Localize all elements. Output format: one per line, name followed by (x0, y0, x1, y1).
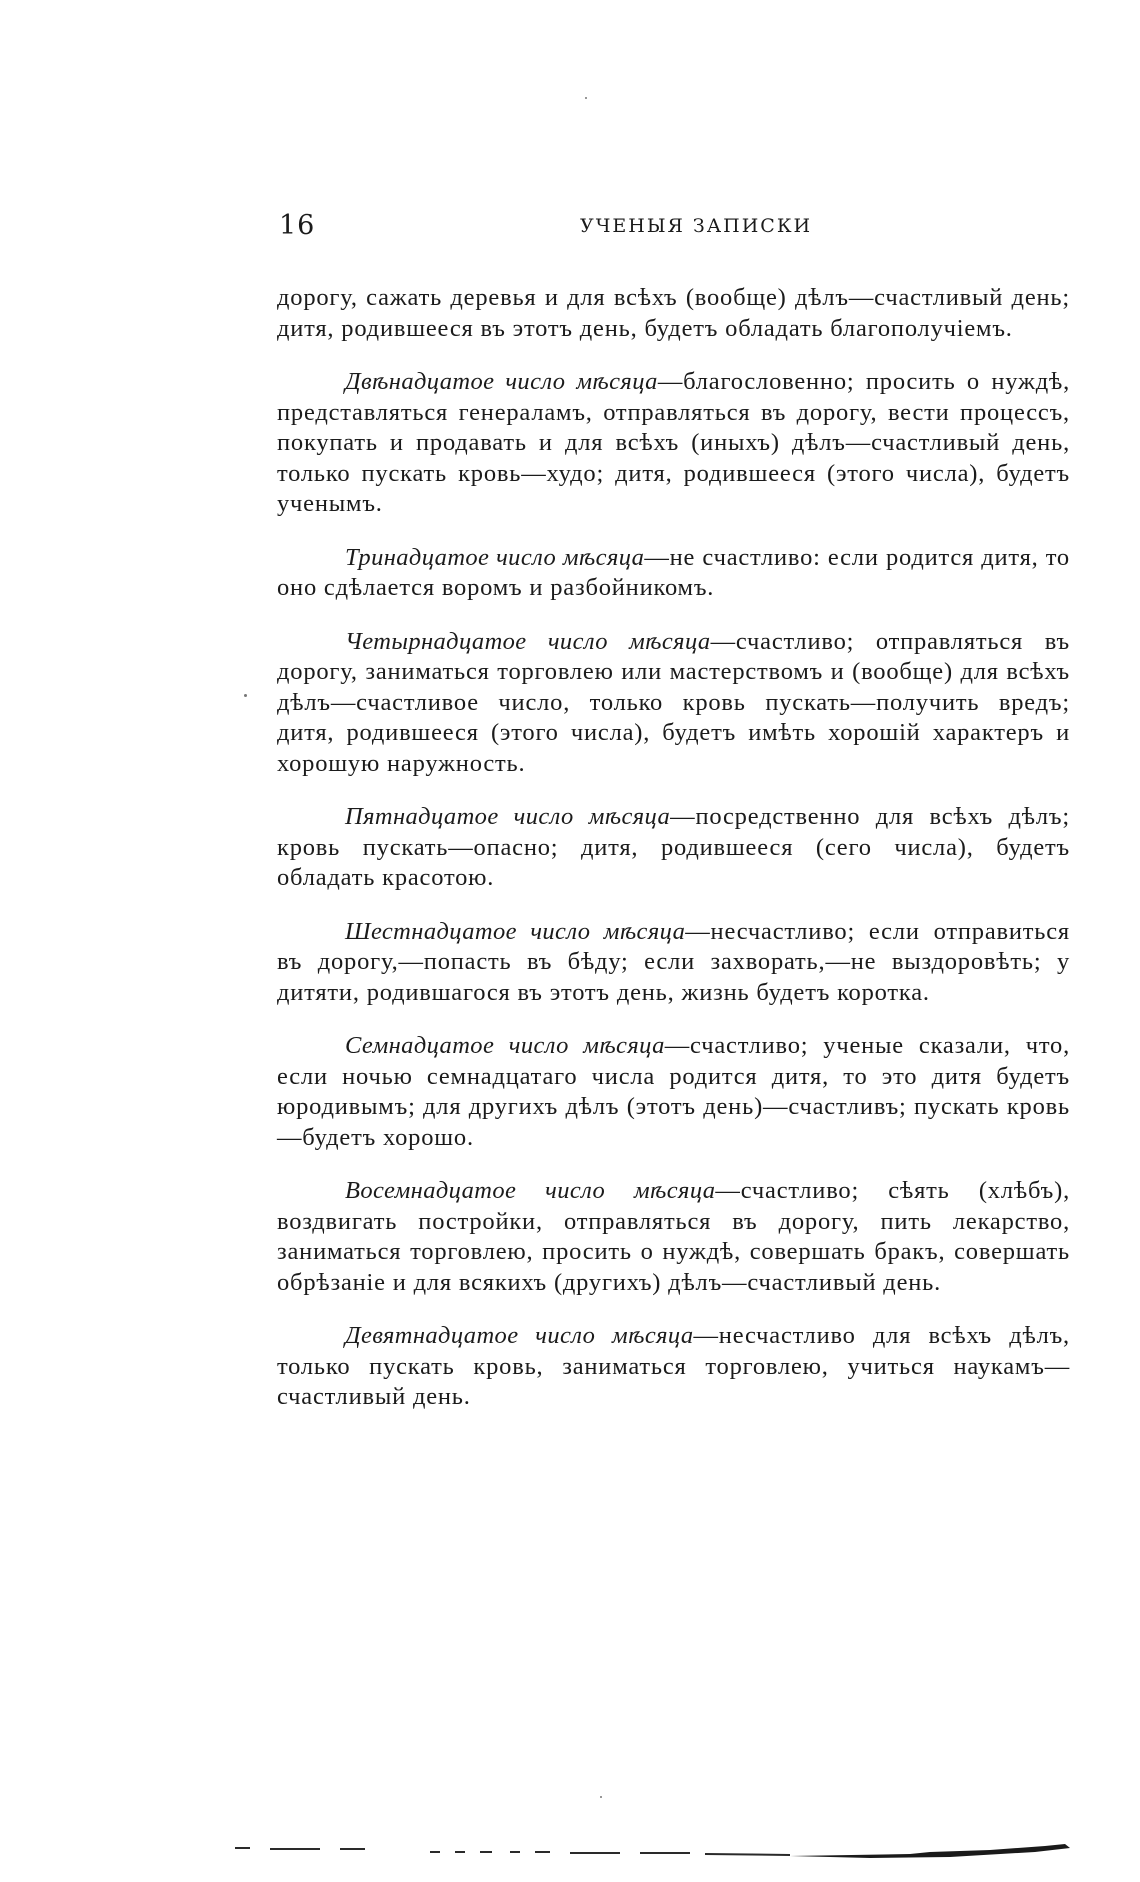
paragraph-day-17 (277, 1031, 1070, 1153)
paragraph-lead: Шестнадцатое число мѣсяца (345, 917, 686, 945)
paragraph-continued (277, 283, 1070, 344)
paragraph-text: —счастливо; ученые сказали, что, если ночью семнадцатаго числа родится дитя, то это дитя будетъ юродивымъ; для другихъ дѣлъ (этотъ день)—счастливъ; пускать кровь—будетъ хорошо. (277, 1032, 1070, 1151)
paragraph-day-15 (277, 802, 1070, 894)
body-text (277, 283, 1070, 1436)
paragraph-day-18 (277, 1176, 1070, 1298)
paragraph-lead: Четырнадцатое число мѣсяца (345, 627, 711, 655)
paragraph-text: —благословенно; просить о нуждѣ, представляться генераламъ, отправляться въ дорогу, вести процессъ, покупать и продавать и для всѣхъ (иныхъ) дѣлъ—счастливый день, только пускать кровь—худо; дитя, родившееся (этого числа), будетъ ученымъ. (277, 368, 1070, 517)
paper-speck (585, 97, 587, 99)
paper-speck (600, 1796, 602, 1798)
paragraph-text: —счастливо; отправляться въ дорогу, заниматься торговлею или мастерствомъ и (вообще) для всѣхъ дѣлъ—счастливое число, только кровь пускать—получить вредъ; дитя, родившееся (этого числа), будетъ имѣть хорошій характеръ и хорошую наружность. (277, 627, 1070, 777)
paragraph-day-19 (277, 1321, 1070, 1413)
running-head: УЧЕНЫЯ ЗАПИСКИ (580, 215, 813, 237)
paragraph-text: —не счастливо: если родится дитя, то оно сдѣлается воромъ и разбойникомъ. (277, 543, 1070, 601)
paragraph-day-12 (277, 367, 1070, 520)
paper-speck (244, 694, 247, 697)
paragraph-lead: Пятнадцатое число мѣсяца (345, 803, 671, 830)
paragraph-day-14 (277, 627, 1070, 780)
paragraph-lead: Восемнадцатое число мѣсяца (345, 1177, 716, 1204)
paragraph-day-16 (277, 917, 1070, 1009)
paragraph-text: —несчастливо для всѣхъ дѣлъ, только пускать кровь, заниматься торговлею, учиться наукамъ—счастливый день. (277, 1322, 1070, 1410)
paragraph-lead: Двѣнадцатое число мѣсяца (345, 368, 658, 395)
scan-edge-smudge (230, 1838, 1130, 1868)
paragraph-lead: Девятнадцатое число мѣсяца (345, 1322, 694, 1349)
paragraph-lead: Семнадцатое число мѣсяца (345, 1032, 665, 1059)
paragraph-text: —счастливо; сѣять (хлѣбъ), воздвигать постройки, отправляться въ дорогу, пить лекарство, заниматься торговлею, просить о нуждѣ, совершать бракъ, совершать обрѣзаніе и для всякихъ (другихъ) дѣлъ—счастливый день. (277, 1177, 1070, 1296)
paragraph-text: дорогу, сажать деревья и для всѣхъ (вообще) дѣлъ—счастливый день; дитя, родившееся въ этотъ день, будетъ обладать благополучіемъ. (277, 284, 1070, 342)
paragraph-text: —посредственно для всѣхъ дѣлъ; кровь пускать—опасно; дитя, родившееся (сего числа), будетъ обладать красотою. (277, 803, 1071, 891)
page-number: 16 (279, 210, 316, 241)
paragraph-text: —несчастливо; если отправиться въ дорогу,—попасть въ бѣду; если захворать,—не выздоровѣть; у дитяти, родившагося въ этотъ день, жизнь будетъ коротка. (277, 917, 1070, 1006)
paragraph-day-13 (277, 543, 1070, 604)
paragraph-lead: Тринадцатое число мѣсяца (345, 543, 645, 571)
